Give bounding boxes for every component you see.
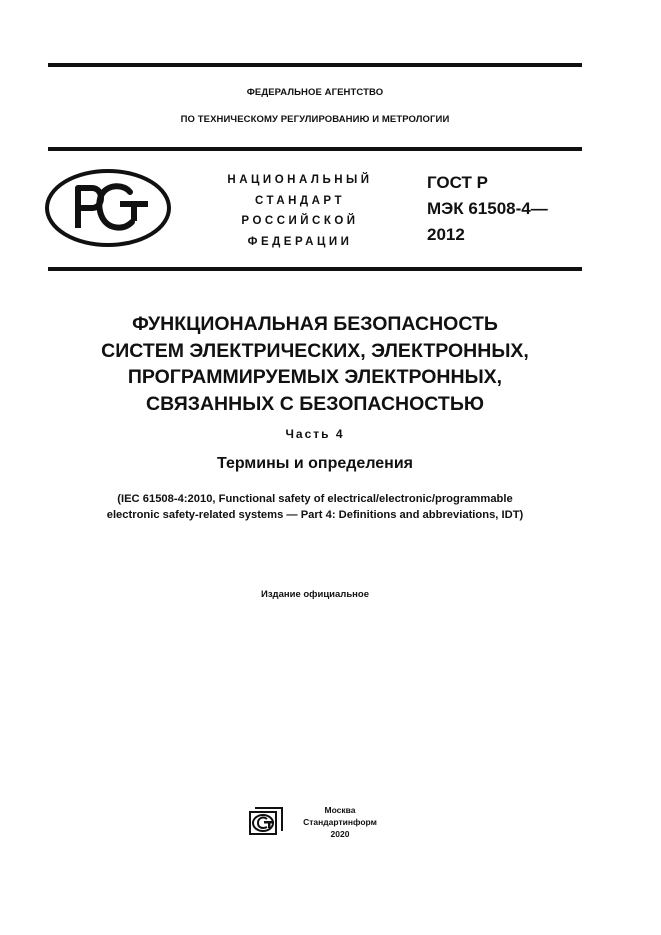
iec-line-1: (IEC 61508-4:2010, Functional safety of electrical/electronic/programmable xyxy=(117,493,513,505)
block-rule xyxy=(48,267,582,271)
part-label: Часть 4 xyxy=(285,427,345,441)
gost-designation xyxy=(427,170,597,248)
part-subtitle: Термины и определения xyxy=(216,455,413,472)
document-title xyxy=(48,311,582,417)
publisher-name: Стандартинформ xyxy=(303,817,377,827)
top-rule xyxy=(48,63,582,67)
title-line-3: ПРОГРАММИРУЕМЫХ ЭЛЕКТРОННЫХ, xyxy=(127,366,503,388)
gost-line-1: ГОСТ Р xyxy=(427,173,488,192)
national-line-1: НАЦИОНАЛЬНЫЙ xyxy=(227,174,373,186)
publisher-year: 2020 xyxy=(330,829,350,839)
header-rule xyxy=(48,147,582,151)
iec-line-2: electronic safety-related systems — Part 4: Definitions and abbreviations, IDT) xyxy=(106,509,524,521)
title-line-1: ФУНКЦИОНАЛЬНАЯ БЕЗОПАСНОСТЬ xyxy=(132,313,498,335)
gost-line-3: 2012 xyxy=(427,225,465,244)
edition-label: Издание официальное xyxy=(261,589,369,600)
agency-line-1: ФЕДЕРАЛЬНОЕ АГЕНТСТВО xyxy=(246,87,384,98)
gost-line-2: МЭК 61508-4— xyxy=(427,199,548,218)
iec-reference xyxy=(48,491,582,523)
national-standard-label xyxy=(190,170,410,252)
publisher-info xyxy=(290,804,390,840)
title-line-4: СВЯЗАННЫХ С БЕЗОПАСНОСТЬЮ xyxy=(146,392,484,415)
national-line-2: СТАНДАРТ xyxy=(255,194,345,207)
national-line-3: РОССИЙСКОЙ xyxy=(241,215,359,227)
standartinform-logo-icon xyxy=(249,807,283,837)
title-line-2: СИСТЕМ ЭЛЕКТРИЧЕСКИХ, ЭЛЕКТРОННЫХ, xyxy=(101,339,529,362)
agency-line-2: ПО ТЕХНИЧЕСКОМУ РЕГУЛИРОВАНИЮ И МЕТРОЛОГИИ xyxy=(180,114,450,125)
national-line-4: ФЕДЕРАЦИИ xyxy=(247,235,353,248)
rst-certification-mark-icon xyxy=(44,168,172,248)
publisher-city: Москва xyxy=(324,805,356,815)
